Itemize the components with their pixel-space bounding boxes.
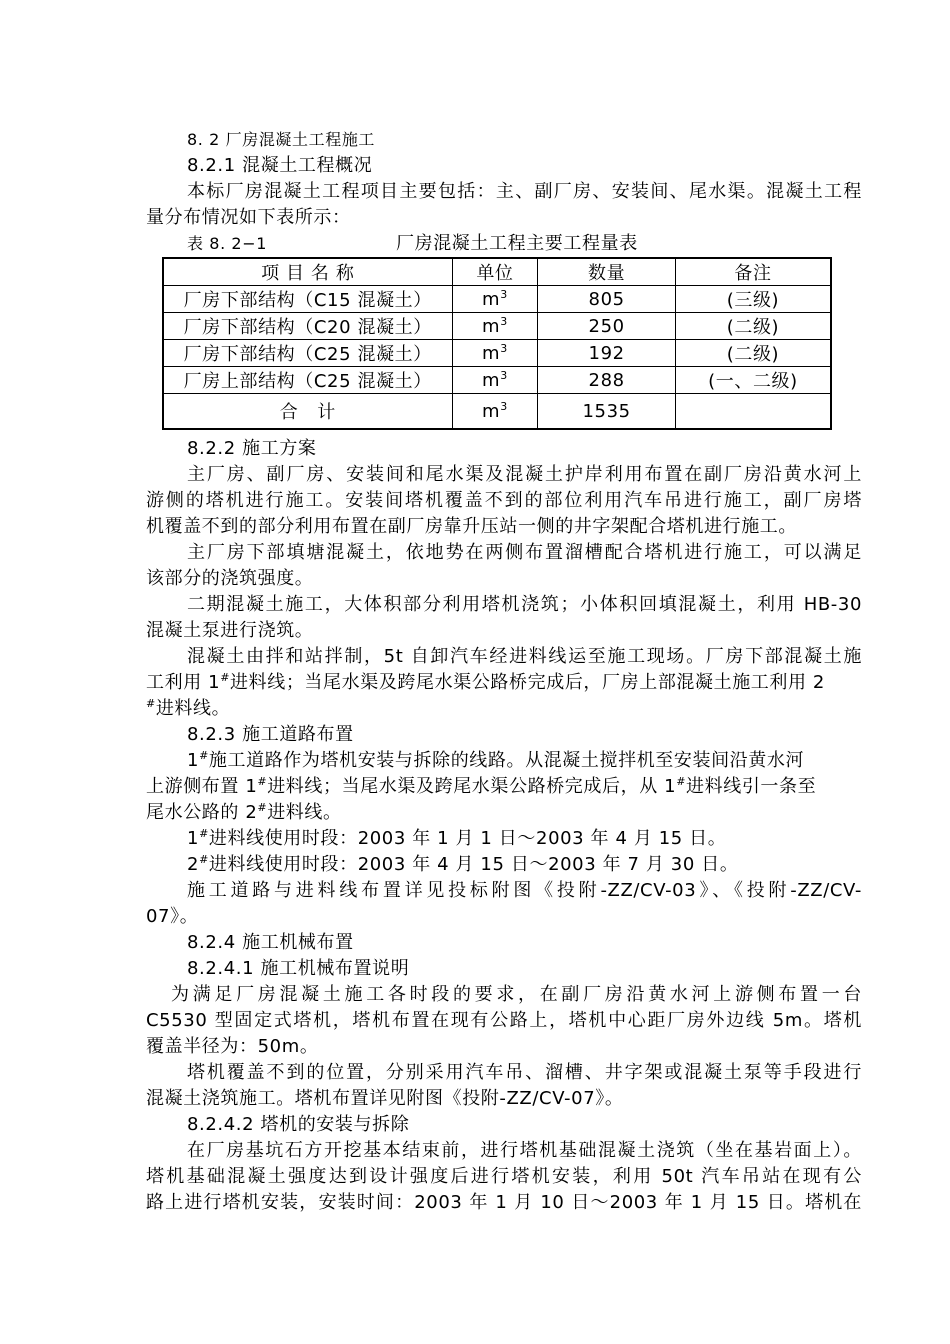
intro-line-2: 量分布情况如下表所示： bbox=[146, 207, 351, 228]
paragraph-line: 该部分的浇筑强度。 bbox=[146, 568, 314, 589]
table-number: 表 8. 2−1 bbox=[187, 234, 268, 253]
total-label: 合 计 bbox=[163, 394, 452, 430]
header-cell: 数量 bbox=[538, 258, 676, 286]
table-row bbox=[163, 340, 831, 367]
row-name: 厂房下部结构（C15 混凝土） bbox=[163, 286, 452, 313]
table-header-row bbox=[163, 258, 831, 286]
paragraph-line: 在厂房基坑石方开挖基本结束前，进行塔机基础混凝土浇筑（坐在基岩面上）。 bbox=[187, 1140, 862, 1161]
paragraph-line: 07》。 bbox=[146, 906, 199, 927]
section-heading-8-2-4-2: 8.2.4.2 塔机的安装与拆除 bbox=[187, 1114, 410, 1135]
row-unit: $m^3$ bbox=[452, 340, 538, 367]
section-heading-8-2-3: 8.2.3 施工道路布置 bbox=[187, 724, 354, 745]
paragraph-line: 施工道路与进料线布置详见投标附图《投附-ZZ/CV-03》、《投附-ZZ/CV- bbox=[187, 880, 862, 901]
paragraph-line: 二期混凝土施工，大体积部分利用塔机浇筑；小体积回填混凝土，利用 HB-30 bbox=[187, 594, 862, 615]
paragraph-line: 机覆盖不到的部分利用布置在副厂房靠升压站一侧的井字架配合塔机进行施工。 bbox=[146, 516, 797, 537]
paragraph-line: 塔机基础混凝土强度达到设计强度后进行塔机安装，利用 50t 汽车吊站在现有公 bbox=[146, 1166, 862, 1187]
row-name: 厂房下部结构（C20 混凝土） bbox=[163, 313, 452, 340]
row-quantity: 192 bbox=[538, 340, 676, 367]
table-title: 厂房混凝土工程主要工程量表 bbox=[396, 233, 638, 254]
row-name: 厂房上部结构（C25 混凝土） bbox=[163, 367, 452, 394]
table-row bbox=[163, 313, 831, 340]
paragraph-line: 混凝土浇筑施工。塔机布置详见附图《投附-ZZ/CV-07》。 bbox=[146, 1088, 624, 1109]
paragraph-line: 游侧的塔机进行施工。安装间塔机覆盖不到的部位利用汽车吊进行施工，副厂房塔 bbox=[146, 490, 862, 511]
paragraph-line: 路上进行塔机安装，安装时间：2003 年 1 月 10 日～2003 年 1 月 15 日。塔机在 bbox=[146, 1192, 862, 1213]
paragraph-line: 覆盖半径为：50m。 bbox=[146, 1036, 319, 1057]
paragraph-line: #进料线。 bbox=[146, 697, 231, 719]
paragraph-line: 尾水公路的 2#进料线。 bbox=[146, 801, 342, 823]
paragraph-line: 混凝土泵进行浇筑。 bbox=[146, 620, 314, 641]
row-quantity: 805 bbox=[538, 286, 676, 313]
table-total-row bbox=[163, 394, 831, 430]
row-unit: $m^3$ bbox=[452, 286, 538, 313]
row-note: (三级) bbox=[675, 286, 831, 313]
row-quantity: 288 bbox=[538, 367, 676, 394]
paragraph-line: 上游侧布置 1#进料线；当尾水渠及跨尾水渠公路桥完成后，从 1#进料线引一条至 bbox=[146, 775, 817, 797]
paragraph-line: 混凝土由拌和站拌制，5t 自卸汽车经进料线运至施工现场。厂房下部混凝土施 bbox=[187, 646, 862, 667]
header-cell: 项 目 名 称 bbox=[163, 258, 452, 286]
row-quantity: 250 bbox=[538, 313, 676, 340]
section-heading-8-2-1: 8.2.1 混凝土工程概况 bbox=[187, 155, 373, 176]
paragraph-line: 主厂房、副厂房、安装间和尾水渠及混凝土护岸利用布置在副厂房沿黄水河上 bbox=[187, 464, 862, 485]
row-unit: $m^3$ bbox=[452, 367, 538, 394]
total-quantity: 1535 bbox=[538, 394, 676, 430]
total-unit: $m^3$ bbox=[452, 394, 538, 430]
paragraph-line: 1#施工道路作为塔机安装与拆除的线路。从混凝土搅拌机至安装间沿黄水河 bbox=[187, 749, 805, 771]
paragraph-line: 主厂房下部填塘混凝土，依地势在两侧布置溜槽配合塔机进行施工，可以满足 bbox=[187, 542, 862, 563]
section-heading-8-2-2: 8.2.2 施工方案 bbox=[187, 438, 317, 459]
row-unit: $m^3$ bbox=[452, 313, 538, 340]
paragraph-line: C5530 型固定式塔机，塔机布置在现有公路上，塔机中心距厂房外边线 5m。塔机 bbox=[146, 1010, 862, 1031]
section-heading-8-2-4: 8.2.4 施工机械布置 bbox=[187, 932, 354, 953]
row-note: (二级) bbox=[675, 340, 831, 367]
row-note: (二级) bbox=[675, 313, 831, 340]
paragraph-line: 塔机覆盖不到的位置，分别采用汽车吊、溜槽、井字架或混凝土泵等手段进行 bbox=[187, 1062, 862, 1083]
intro-line-1: 本标厂房混凝土工程项目主要包括：主、副厂房、安装间、尾水渠。混凝土工程 bbox=[187, 181, 862, 202]
paragraph-line: 工利用 1#进料线；当尾水渠及跨尾水渠公路桥完成后，厂房上部混凝土施工利用 2 bbox=[146, 671, 825, 693]
row-note: (一、二级) bbox=[675, 367, 831, 394]
section-heading-8-2-4-1: 8.2.4.1 施工机械布置说明 bbox=[187, 958, 410, 979]
row-name: 厂房下部结构（C25 混凝土） bbox=[163, 340, 452, 367]
paragraph-line: 1#进料线使用时段：2003 年 1 月 1 日～2003 年 4 月 15 日。 bbox=[187, 827, 727, 849]
table-row bbox=[163, 286, 831, 313]
paragraph-line: 为满足厂房混凝土施工各时段的要求，在副厂房沿黄水河上游侧布置一台 bbox=[171, 984, 862, 1005]
header-cell: 备注 bbox=[675, 258, 831, 286]
table-row bbox=[163, 367, 831, 394]
header-cell: 单位 bbox=[452, 258, 538, 286]
section-heading-8-2: 8. 2 厂房混凝土工程施工 bbox=[187, 130, 376, 149]
paragraph-line: 2#进料线使用时段：2003 年 4 月 15 日～2003 年 7 月 30 日。 bbox=[187, 853, 739, 875]
total-note bbox=[675, 394, 831, 430]
quantity-table bbox=[162, 257, 832, 430]
